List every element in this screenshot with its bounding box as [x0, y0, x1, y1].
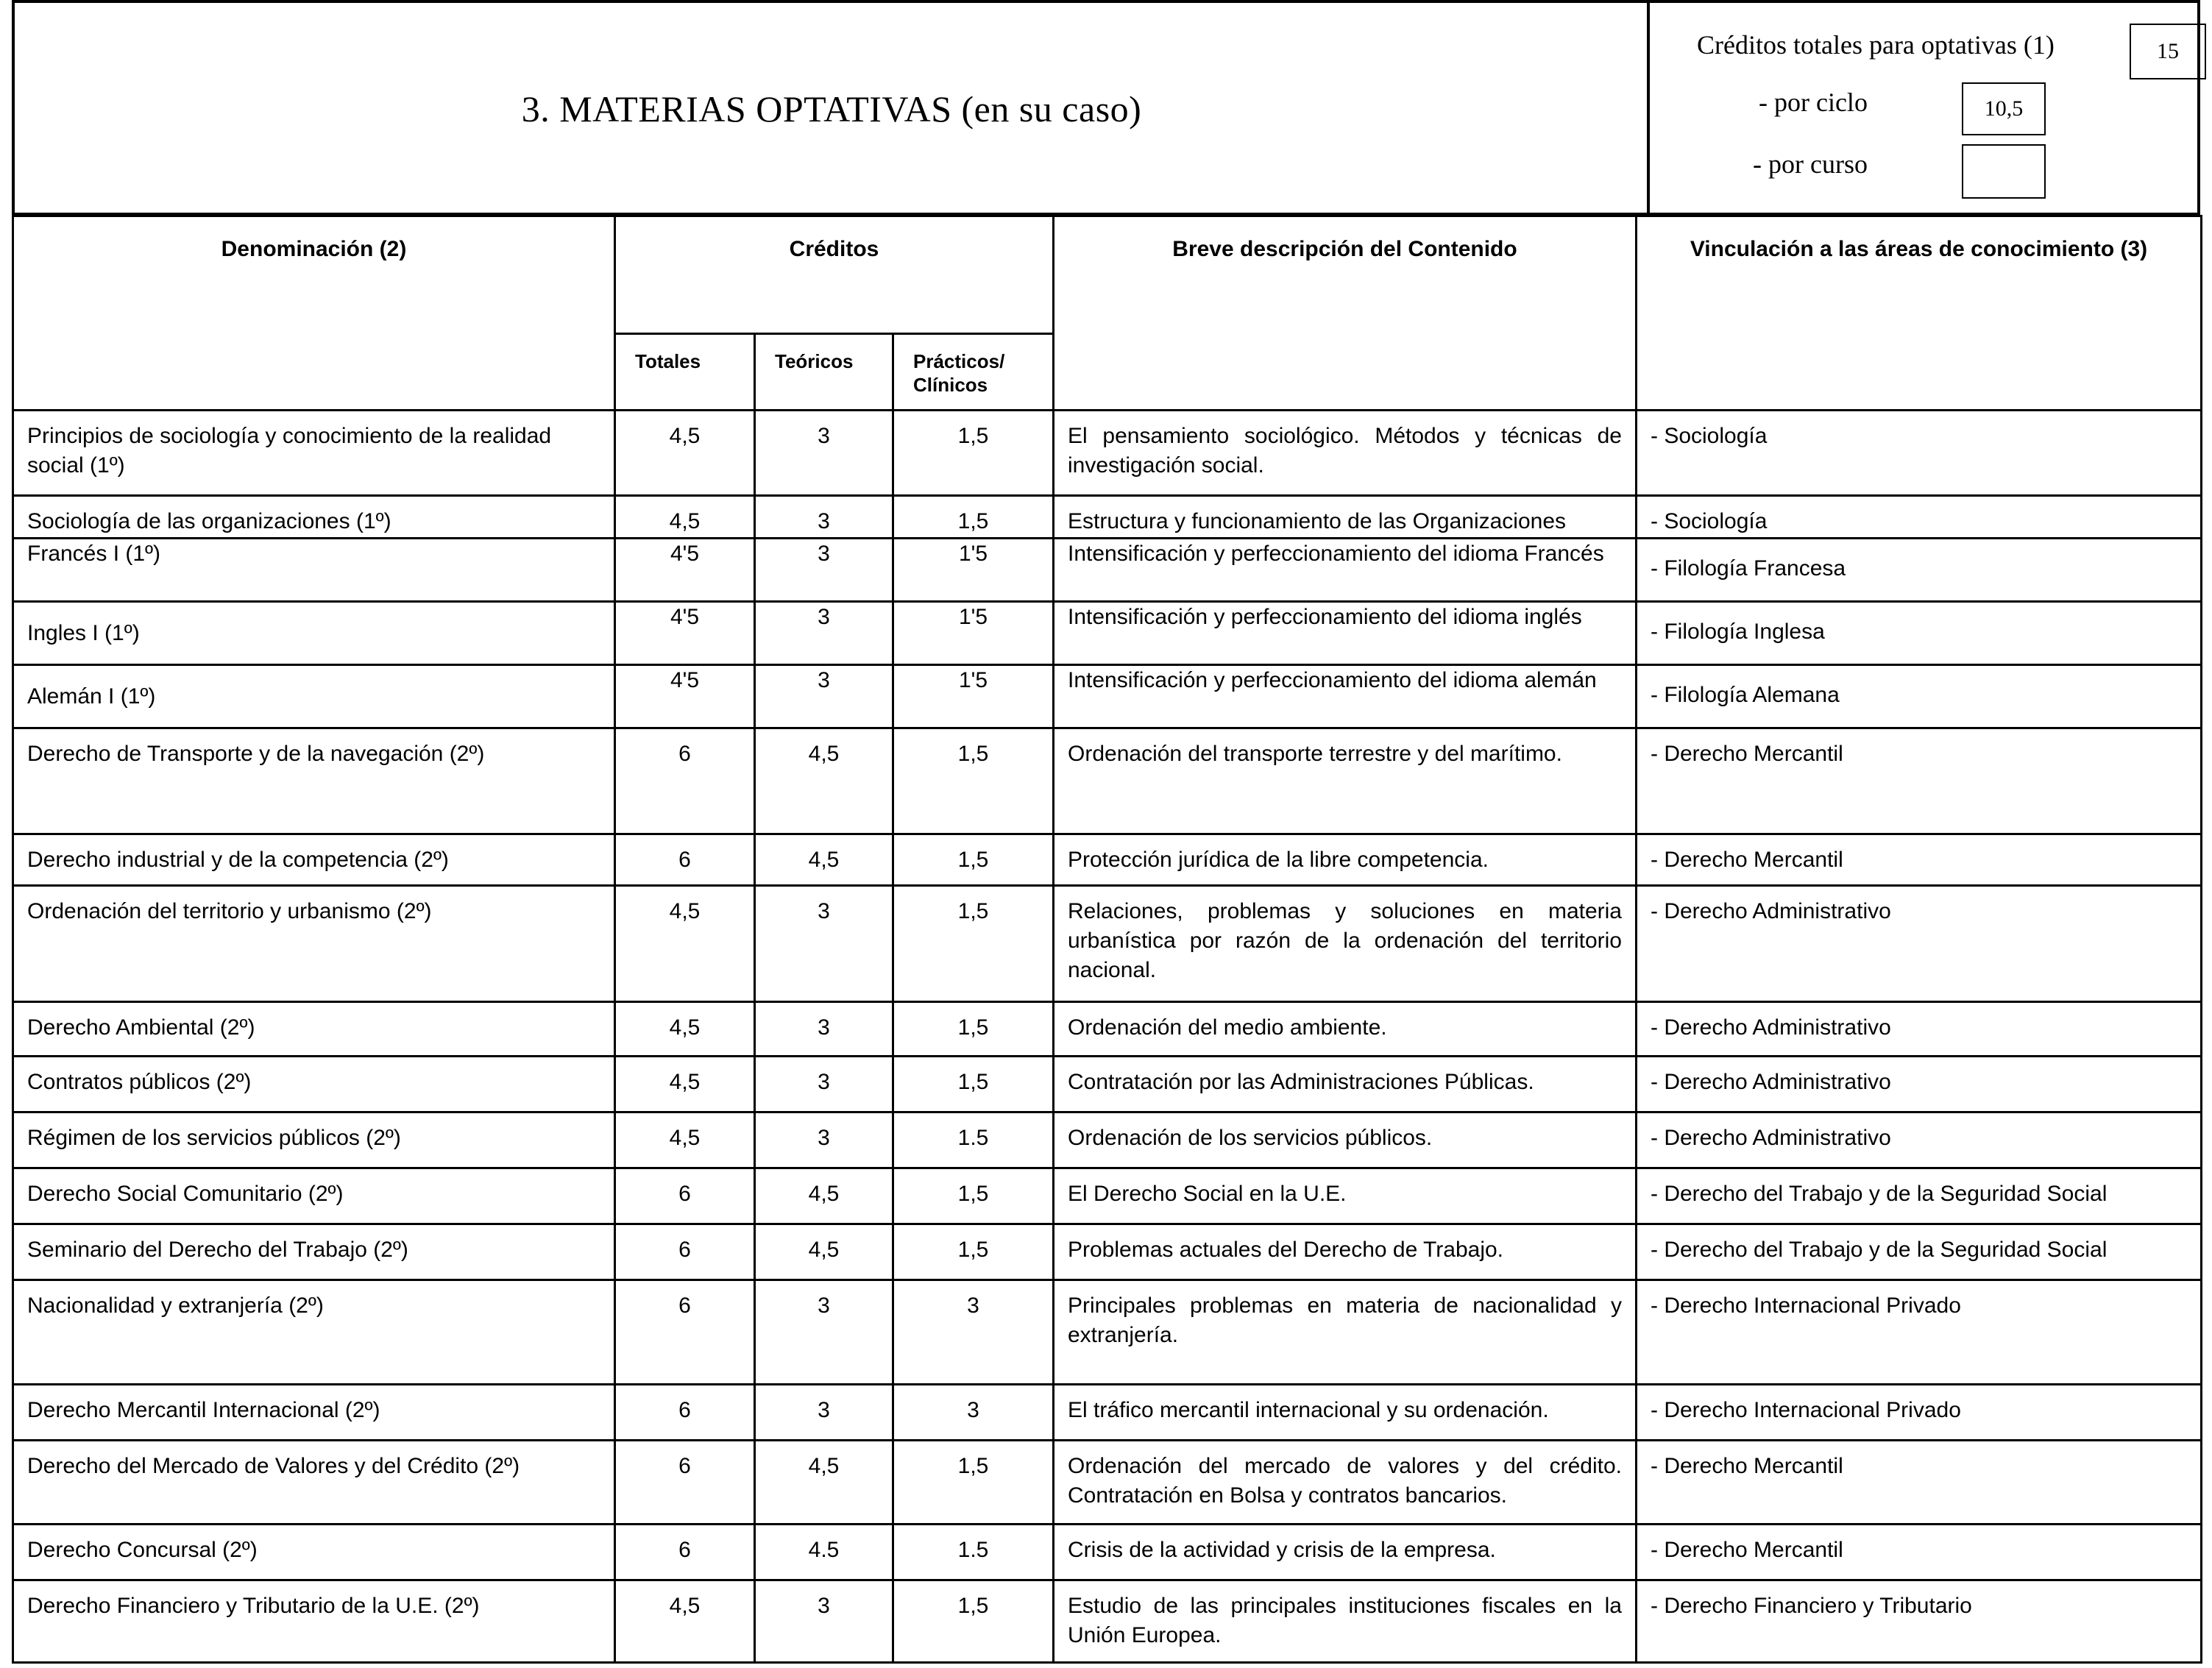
denominacion-cell: Seminario del Derecho del Trabajo (2º): [13, 1224, 615, 1280]
table-row: [13, 602, 2202, 665]
vinculacion-cell: - Derecho Financiero y Tributario: [1637, 1580, 2202, 1663]
table-row: [13, 1112, 2202, 1168]
teoricos-cell: 4,5: [755, 1441, 893, 1525]
denominacion-cell: Francés I (1º): [13, 539, 615, 602]
descripcion-cell: Estructura y funcionamiento de las Organizaciones: [1054, 496, 1637, 539]
denominacion-cell: Ordenación del territorio y urbanismo (2º): [13, 886, 615, 1002]
practicos-cell: 1.5: [893, 1525, 1054, 1580]
teoricos-cell: 3: [755, 1280, 893, 1385]
table-row: [13, 886, 2202, 1002]
teoricos-cell: 3: [755, 496, 893, 539]
descripcion-cell: El pensamiento sociológico. Métodos y técnicas de investigación social.: [1054, 411, 1637, 496]
vinculacion-cell: - Derecho Administrativo: [1637, 886, 2202, 1002]
descripcion-cell: El tráfico mercantil internacional y su ordenación.: [1054, 1385, 1637, 1441]
practicos-cell: 1,5: [893, 1168, 1054, 1224]
totales-cell: 6: [615, 1525, 755, 1580]
totales-cell: 6: [615, 1224, 755, 1280]
vinculacion-cell: - Sociología: [1637, 496, 2202, 539]
table-body: [13, 411, 2202, 1663]
descripcion-cell: El Derecho Social en la U.E.: [1054, 1168, 1637, 1224]
vinculacion-cell: - Derecho Mercantil: [1637, 728, 2202, 834]
table-row: [13, 728, 2202, 834]
totales-cell: 4,5: [615, 411, 755, 496]
vinculacion-cell: - Derecho del Trabajo y de la Seguridad Social: [1637, 1168, 2202, 1224]
denominacion-cell: Derecho Concursal (2º): [13, 1525, 615, 1580]
descripcion-cell: Ordenación del transporte terrestre y del marítimo.: [1054, 728, 1637, 834]
col-header-denominacion: Denominación (2): [13, 216, 615, 411]
table-row: [13, 539, 2202, 602]
descripcion-cell: Contratación por las Administraciones Públicas.: [1054, 1057, 1637, 1112]
descripcion-cell: Ordenación del medio ambiente.: [1054, 1002, 1637, 1057]
practicos-cell: 1,5: [893, 834, 1054, 886]
table-row: [13, 1002, 2202, 1057]
totales-cell: 6: [615, 1441, 755, 1525]
vinculacion-cell: - Derecho Mercantil: [1637, 834, 2202, 886]
table-row: [13, 665, 2202, 728]
descripcion-cell: Crisis de la actividad y crisis de la empresa.: [1054, 1525, 1637, 1580]
col-header-descripcion: Breve descripción del Contenido: [1054, 216, 1637, 411]
practicos-cell: 1'5: [893, 539, 1054, 602]
document-page: [12, 0, 2200, 1668]
por-curso-label: - por curso: [1753, 149, 1868, 179]
totales-cell: 6: [615, 834, 755, 886]
denominacion-cell: Derecho Mercantil Internacional (2º): [13, 1385, 615, 1441]
por-curso-value: [1962, 144, 2046, 199]
denominacion-cell: Alemán I (1º): [13, 665, 615, 728]
creditos-totales-value: 15: [2130, 24, 2206, 79]
totales-cell: 6: [615, 1280, 755, 1385]
table-row: [13, 496, 2202, 539]
denominacion-cell: Derecho de Transporte y de la navegación (2º): [13, 728, 615, 834]
descripcion-cell: Ordenación de los servicios públicos.: [1054, 1112, 1637, 1168]
practicos-cell: 3: [893, 1280, 1054, 1385]
por-ciclo-value: 10,5: [1962, 82, 2046, 135]
col-header-totales: Totales: [615, 334, 755, 411]
col-header-practicos: Prácticos/ Clínicos: [893, 334, 1054, 411]
teoricos-cell: 4,5: [755, 728, 893, 834]
practicos-cell: 1'5: [893, 665, 1054, 728]
teoricos-cell: 4.5: [755, 1525, 893, 1580]
vinculacion-cell: - Derecho Internacional Privado: [1637, 1385, 2202, 1441]
totales-cell: 4'5: [615, 539, 755, 602]
denominacion-cell: Derecho del Mercado de Valores y del Crédito (2º): [13, 1441, 615, 1525]
col-header-teoricos: Teóricos: [755, 334, 893, 411]
practicos-cell: 1,5: [893, 1224, 1054, 1280]
practicos-cell: 1,5: [893, 496, 1054, 539]
totales-cell: 4,5: [615, 1002, 755, 1057]
table-row: [13, 1525, 2202, 1580]
denominacion-cell: Nacionalidad y extranjería (2º): [13, 1280, 615, 1385]
descripcion-cell: Intensificación y perfeccionamiento del idioma alemán: [1054, 665, 1637, 728]
totales-cell: 4,5: [615, 496, 755, 539]
totales-cell: 4,5: [615, 886, 755, 1002]
descripcion-cell: Relaciones, problemas y soluciones en materia urbanística por razón de la ordenación del territorio nacional.: [1054, 886, 1637, 1002]
table-row: [13, 1385, 2202, 1441]
table-row: [13, 1441, 2202, 1525]
teoricos-cell: 3: [755, 1580, 893, 1663]
descripcion-cell: Intensificación y perfeccionamiento del idioma Francés: [1054, 539, 1637, 602]
practicos-cell: 1,5: [893, 1580, 1054, 1663]
teoricos-cell: 3: [755, 602, 893, 665]
teoricos-cell: 3: [755, 1057, 893, 1112]
denominacion-cell: Principios de sociología y conocimiento de la realidad social (1º): [13, 411, 615, 496]
practicos-cell: 3: [893, 1385, 1054, 1441]
col-header-vinculacion: Vinculación a las áreas de conocimiento (3): [1637, 216, 2202, 411]
teoricos-cell: 4,5: [755, 1168, 893, 1224]
vinculacion-cell: - Filología Francesa: [1637, 539, 2202, 602]
vinculacion-cell: - Derecho Mercantil: [1637, 1525, 2202, 1580]
vinculacion-cell: - Derecho del Trabajo y de la Seguridad Social: [1637, 1224, 2202, 1280]
section-header: [12, 0, 2200, 216]
descripcion-cell: Protección jurídica de la libre competencia.: [1054, 834, 1637, 886]
table-row: [13, 1224, 2202, 1280]
denominacion-cell: Derecho Social Comunitario (2º): [13, 1168, 615, 1224]
descripcion-cell: Intensificación y perfeccionamiento del idioma inglés: [1054, 602, 1637, 665]
denominacion-cell: Sociología de las organizaciones (1º): [13, 496, 615, 539]
teoricos-cell: 3: [755, 1385, 893, 1441]
practicos-cell: 1,5: [893, 1002, 1054, 1057]
teoricos-cell: 3: [755, 539, 893, 602]
totales-cell: 4'5: [615, 665, 755, 728]
denominacion-cell: Régimen de los servicios públicos (2º): [13, 1112, 615, 1168]
vinculacion-cell: - Filología Alemana: [1637, 665, 2202, 728]
table-row: [13, 1057, 2202, 1112]
optativas-table: [12, 215, 2202, 1664]
denominacion-cell: Contratos públicos (2º): [13, 1057, 615, 1112]
vinculacion-cell: - Derecho Administrativo: [1637, 1112, 2202, 1168]
totales-cell: 6: [615, 1385, 755, 1441]
creditos-totales-label: Créditos totales para optativas (1): [1697, 30, 2055, 60]
descripcion-cell: Principales problemas en materia de nacionalidad y extranjería.: [1054, 1280, 1637, 1385]
denominacion-cell: Derecho Ambiental (2º): [13, 1002, 615, 1057]
col-header-creditos: Créditos: [615, 216, 1054, 334]
teoricos-cell: 3: [755, 665, 893, 728]
practicos-cell: 1,5: [893, 728, 1054, 834]
totales-cell: 6: [615, 1168, 755, 1224]
totales-cell: 4,5: [615, 1057, 755, 1112]
table-row: [13, 834, 2202, 886]
por-ciclo-label: - por ciclo: [1759, 88, 1868, 117]
descripcion-cell: Ordenación del mercado de valores y del crédito. Contratación en Bolsa y contratos bancarios.: [1054, 1441, 1637, 1525]
denominacion-cell: Ingles I (1º): [13, 602, 615, 665]
teoricos-cell: 4,5: [755, 1224, 893, 1280]
vinculacion-cell: - Sociología: [1637, 411, 2202, 496]
denominacion-cell: Derecho industrial y de la competencia (2º): [13, 834, 615, 886]
vinculacion-cell: - Derecho Mercantil: [1637, 1441, 2202, 1525]
teoricos-cell: 3: [755, 1002, 893, 1057]
practicos-cell: 1.5: [893, 1112, 1054, 1168]
practicos-cell: 1,5: [893, 886, 1054, 1002]
teoricos-cell: 3: [755, 411, 893, 496]
table-row: [13, 411, 2202, 496]
descripcion-cell: Problemas actuales del Derecho de Trabajo.: [1054, 1224, 1637, 1280]
totales-cell: 4'5: [615, 602, 755, 665]
table-row: [13, 1580, 2202, 1663]
vinculacion-cell: - Derecho Internacional Privado: [1637, 1280, 2202, 1385]
practicos-cell: 1,5: [893, 411, 1054, 496]
teoricos-cell: 3: [755, 886, 893, 1002]
teoricos-cell: 3: [755, 1112, 893, 1168]
totales-cell: 4,5: [615, 1580, 755, 1663]
vinculacion-cell: - Filología Inglesa: [1637, 602, 2202, 665]
teoricos-cell: 4,5: [755, 834, 893, 886]
descripcion-cell: Estudio de las principales instituciones fiscales en la Unión Europea.: [1054, 1580, 1637, 1663]
totales-cell: 6: [615, 728, 755, 834]
table-row: [13, 1168, 2202, 1224]
totales-cell: 4,5: [615, 1112, 755, 1168]
credits-summary: [1650, 3, 2197, 215]
practicos-cell: 1,5: [893, 1057, 1054, 1112]
denominacion-cell: Derecho Financiero y Tributario de la U.E. (2º): [13, 1580, 615, 1663]
practicos-cell: 1'5: [893, 602, 1054, 665]
vinculacion-cell: - Derecho Administrativo: [1637, 1057, 2202, 1112]
table-row: [13, 1280, 2202, 1385]
page-title: 3. MATERIAS OPTATIVAS (en su caso): [521, 88, 1142, 129]
vinculacion-cell: - Derecho Administrativo: [1637, 1002, 2202, 1057]
practicos-cell: 1,5: [893, 1441, 1054, 1525]
